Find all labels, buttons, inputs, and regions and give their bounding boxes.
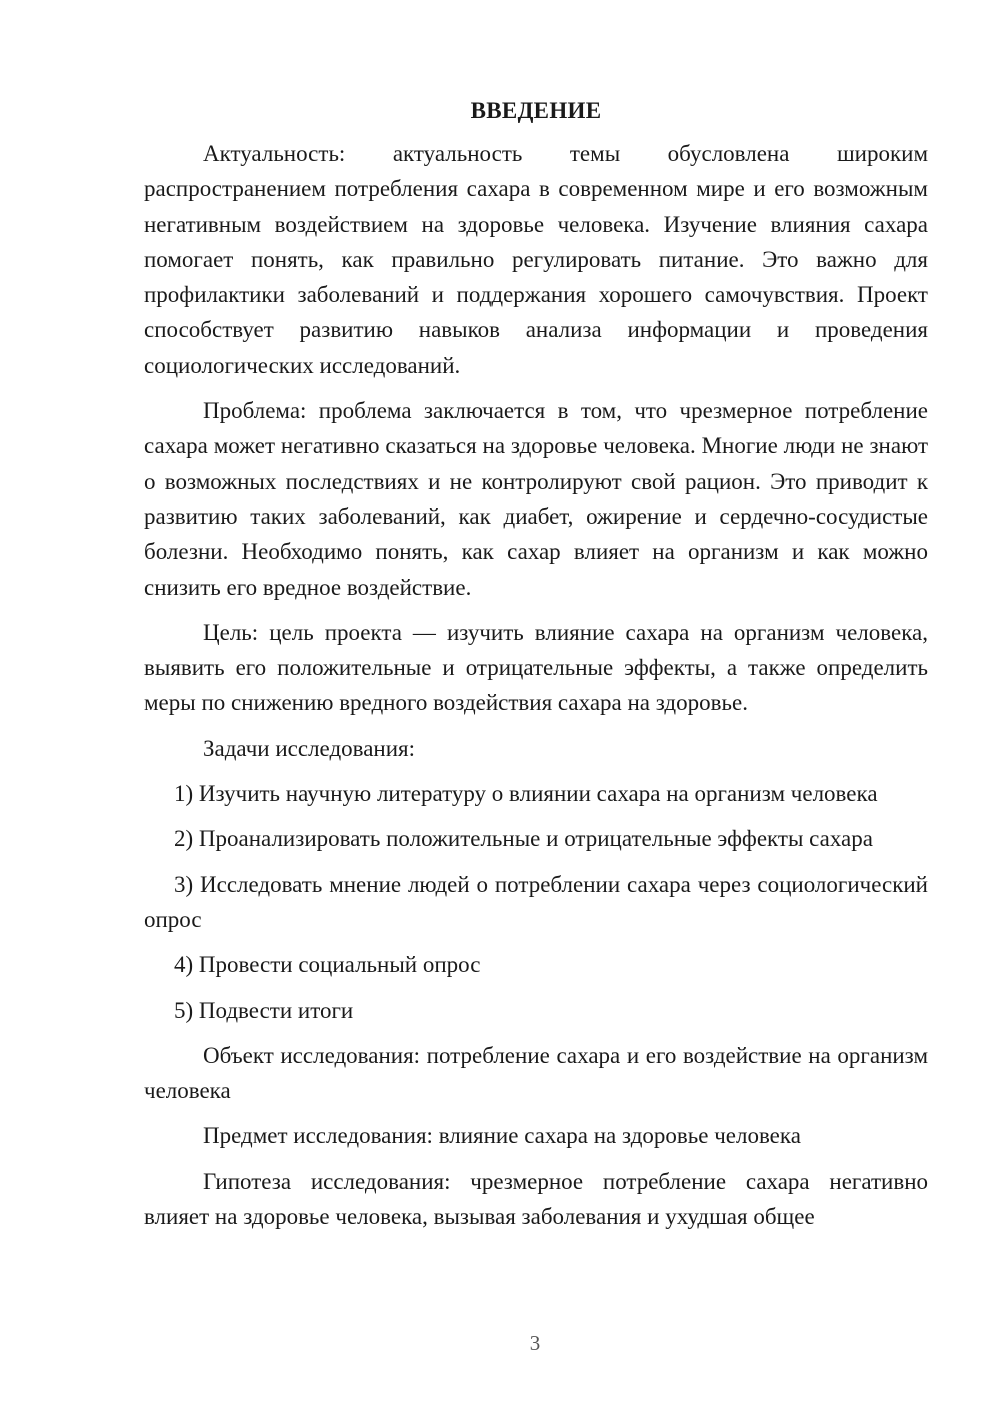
section-heading: ВВЕДЕНИЕ xyxy=(470,98,602,123)
problem-paragraph: Проблема: проблема заключается в том, что чрезмерное потребление сахара может негативно сказаться на здоровье человека. Многие люди не знают о возможных последствиях и не контролируют свой рацион. Это приводит к развитию таких заболеваний, как диабет, ожирение и сердечно-сосудистые болезни. Необходимо понять, как сахар влияет на организм и как можно снизить его вредное воздействие. xyxy=(144,398,928,600)
research-subject-paragraph: Предмет исследования: влияние сахара на здоровье человека xyxy=(203,1123,801,1149)
task-item-5: 5) Подвести итоги xyxy=(174,997,354,1023)
relevance-paragraph: Актуальность: актуальность темы обусловлена широким распространением потребления сахара в современном мире и его возможным негативным воздействием на здоровье человека. Изучение влияния сахара помогает понять, как правильно регулировать питание. Это важно для профилактики заболеваний и поддержания хорошего самочувствия. Проект способствует развитию навыков анализа информации и проведения социологических исследований. xyxy=(144,141,928,378)
task-item-3: 3) Исследовать мнение людей о потреблении сахара через социологический опрос xyxy=(144,871,928,932)
task-item-4: 4) Провести социальный опрос xyxy=(174,952,481,978)
page-number: 3 xyxy=(529,1331,541,1355)
research-object-paragraph: Объект исследования: потребление сахара и его воздействие на организм человека xyxy=(144,1042,928,1104)
hypothesis-paragraph: Гипотеза исследования: чрезмерное потребление сахара негативно влияет на здоровье человека, вызывая заболевания и ухудшая общее xyxy=(144,1168,928,1230)
task-item-2: 2) Проанализировать положительные и отрицательные эффекты сахара xyxy=(174,826,873,852)
page-content xyxy=(144,93,928,1244)
goal-paragraph: Цель: цель проекта — изучить влияние сахара на организм человека, выявить его положительные и отрицательные эффекты, а также определить меры по снижению вредного воздействия сахара на здоровье. xyxy=(144,619,928,716)
task-item-1: 1) Изучить научную литературу о влиянии сахара на организм человека xyxy=(174,781,878,807)
tasks-heading: Задачи исследования: xyxy=(203,735,416,761)
